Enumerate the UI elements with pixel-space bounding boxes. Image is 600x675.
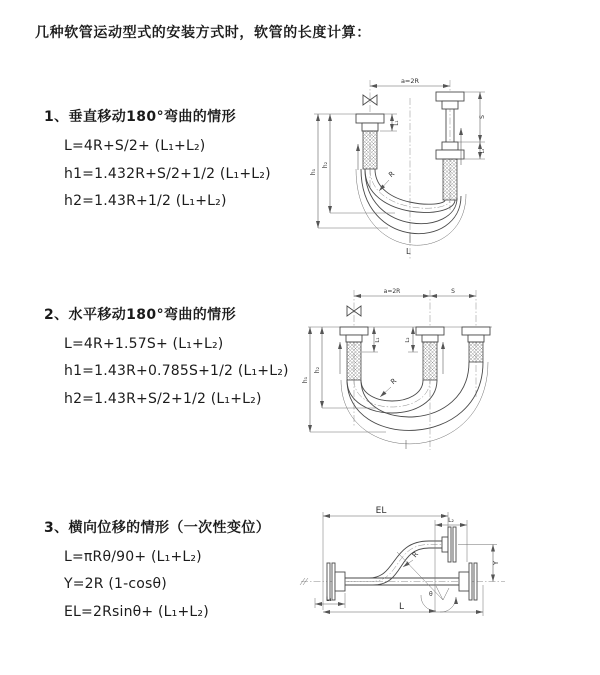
l2-label: L₂ xyxy=(405,337,411,343)
radius-callout xyxy=(380,377,398,397)
dimension-h2 xyxy=(322,114,395,213)
length-label: L xyxy=(406,247,411,256)
right-flange-upper xyxy=(436,92,464,109)
section-3-formula-Y: Y=2R (1-cosθ) xyxy=(64,576,167,592)
l1-label: L₁ xyxy=(375,337,381,343)
el-label: EL xyxy=(375,506,387,516)
left-flange xyxy=(356,114,384,131)
braid-section xyxy=(363,131,377,169)
section-1-formula-L: L=4R+S/2+ (L₁+L₂) xyxy=(64,138,206,154)
radius-callout xyxy=(403,550,420,567)
dimension-h1 xyxy=(302,327,386,432)
h1-label: h₁ xyxy=(310,168,317,176)
y-label: Y xyxy=(492,560,500,566)
section-3-heading: 3、横向位移的情形（一次性变位） xyxy=(44,520,271,536)
section-1-heading: 1、垂直移动180°弯曲的情形 xyxy=(44,109,236,125)
h2-label: h₂ xyxy=(322,161,329,169)
dimension-span xyxy=(354,288,430,296)
left-flange xyxy=(327,563,345,600)
displaced-flange xyxy=(442,527,456,562)
stroke-label: S xyxy=(479,115,486,119)
diagram-vertical-180-bend xyxy=(300,70,590,265)
dimension-span xyxy=(370,77,450,86)
right-flange xyxy=(459,563,477,600)
radius-callout xyxy=(379,170,396,191)
right-flange-lower xyxy=(436,142,464,159)
braid-section xyxy=(469,342,483,362)
dimension-stroke xyxy=(430,288,476,296)
section-1-formula-h2: h2=1.43R+1/2 (L₁+L₂) xyxy=(64,193,227,209)
diagram-horizontal-180-bend xyxy=(296,282,596,462)
braid-section xyxy=(347,342,361,380)
dimension-h2 xyxy=(314,327,376,408)
document-title: 几种软管运动型式的安装方式时，软管的长度计算： xyxy=(35,25,371,41)
theta-angle xyxy=(421,591,456,612)
h1-label: h₁ xyxy=(302,376,309,384)
length-label: L xyxy=(399,602,405,612)
braid-section xyxy=(443,159,457,200)
middle-flange xyxy=(416,327,444,342)
section-2-formula-L: L=4R+1.57S+ (L₁+L₂) xyxy=(64,336,224,352)
l2-label: L₂ xyxy=(480,148,486,154)
radius-label: R xyxy=(410,550,421,560)
l2-label: L₂ xyxy=(448,517,454,524)
section-2-formula-h2: h2=1.43R+S/2+1/2 (L₁+L₂) xyxy=(64,391,262,407)
section-1-formula-h1: h1=1.432R+S/2+1/2 (L₁+L₂) xyxy=(64,166,271,182)
right-flange xyxy=(462,327,490,342)
section-2-formula-h1: h1=1.43R+0.785S+1/2 (L₁+L₂) xyxy=(64,363,289,379)
hose-curves xyxy=(341,362,488,444)
stroke-label: S xyxy=(451,288,455,295)
braid-section xyxy=(423,342,437,380)
theta-label: θ xyxy=(429,591,433,598)
angle-vertex xyxy=(436,586,449,600)
section-3-formula-L: L=πRθ/90+ (L₁+L₂) xyxy=(64,549,202,565)
radius-line xyxy=(397,552,443,600)
radius-label: R xyxy=(387,169,397,180)
dimension-l1 xyxy=(315,593,345,608)
h2-label: h₂ xyxy=(314,366,321,374)
left-flange xyxy=(340,327,368,342)
section-3-formula-EL: EL=2Rsinθ+ (L₁+L₂) xyxy=(64,604,209,620)
span-label: a=2R xyxy=(383,288,401,295)
radius-label: R xyxy=(389,376,399,387)
diagram-lateral-displacement xyxy=(293,500,600,658)
l1-label: L₁ xyxy=(326,596,332,603)
span-label: a=2R xyxy=(400,77,420,85)
l1-label: L₁ xyxy=(394,120,400,126)
section-2-heading: 2、水平移动180°弯曲的情形 xyxy=(44,307,236,323)
